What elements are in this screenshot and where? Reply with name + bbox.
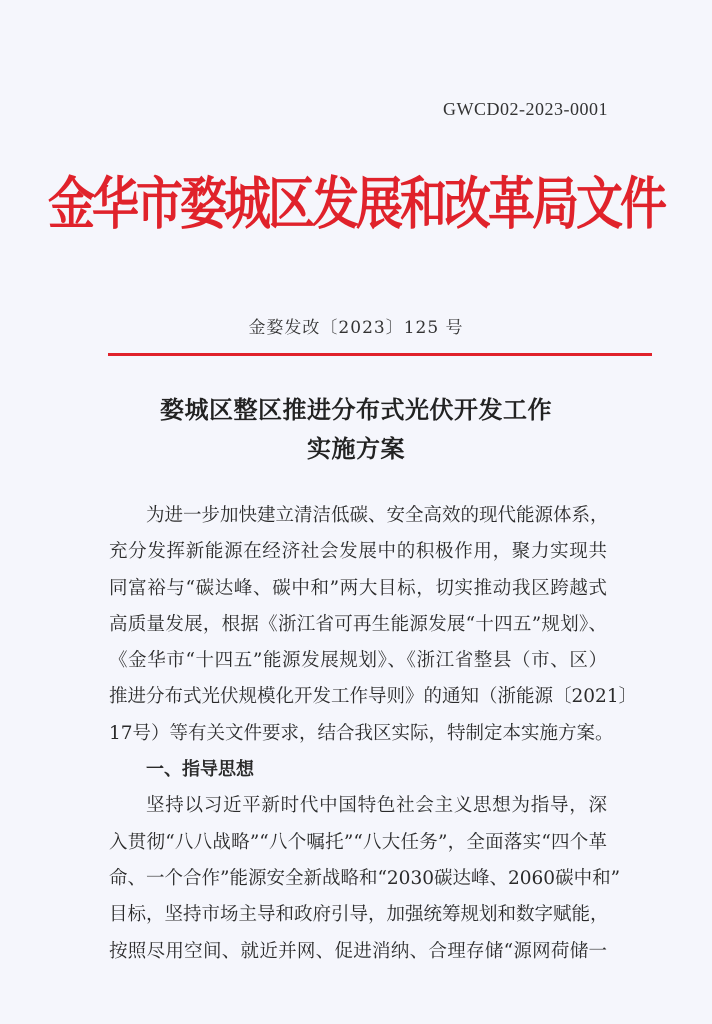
document-code: GWCD02-2023-0001 <box>443 99 608 119</box>
paragraph-1-line: 高质量发展，根据《浙江省可再生能源发展“十四五”规划》、 <box>109 613 607 635</box>
paragraph-1-line: 同富裕与“碳达峰、碳中和”两大目标，切实推动我区跨越式 <box>109 577 607 599</box>
title-line-1: 婺城区整区推进分布式光伏开发工作 <box>160 395 552 424</box>
red-separator-line <box>108 353 652 356</box>
paragraph-1-line: 为进一步加快建立清洁低碳、安全高效的现代能源体系， <box>146 505 609 526</box>
paragraph-2-line: 坚持以习近平新时代中国特色社会主义思想为指导，深 <box>146 795 607 817</box>
paragraph-2-line: 按照尽用空间、就近并网、促进消纳、合理存储“源网荷储一 <box>109 940 607 962</box>
paragraph-2-line: 入贯彻“八八战略”“八个嘱托”“八大任务”，全面落实“四个革 <box>109 831 607 853</box>
paragraph-1-line: 17号）等有关文件要求，结合我区实际，特制定本实施方案。 <box>109 722 614 744</box>
section-heading-guiding-ideology: 一、指导思想 <box>146 759 254 781</box>
document-body <box>109 498 638 970</box>
title-line-2: 实施方案 <box>307 434 405 463</box>
agency-red-header: 金华市婺城区发展和改革局文件 <box>48 171 664 238</box>
document-title <box>0 390 712 468</box>
document-number: 金婺发改〔2023〕125 号 <box>248 318 464 338</box>
paragraph-1-line: 推进分布式光伏规模化开发工作导则》的通知（浙能源〔2021〕 <box>109 686 638 708</box>
paragraph-1-line: 《金华市“十四五”能源发展规划》、《浙江省整县（市、区） <box>109 650 607 672</box>
paragraph-2-line: 目标，坚持市场主导和政府引导，加强统筹规划和数字赋能， <box>109 904 609 926</box>
paragraph-2-line: 命、一个合作”能源安全新战略和“2030碳达峰、2060碳中和” <box>109 867 621 889</box>
paragraph-1-line: 充分发挥新能源在经济社会发展中的积极作用，聚力实现共 <box>109 541 607 563</box>
